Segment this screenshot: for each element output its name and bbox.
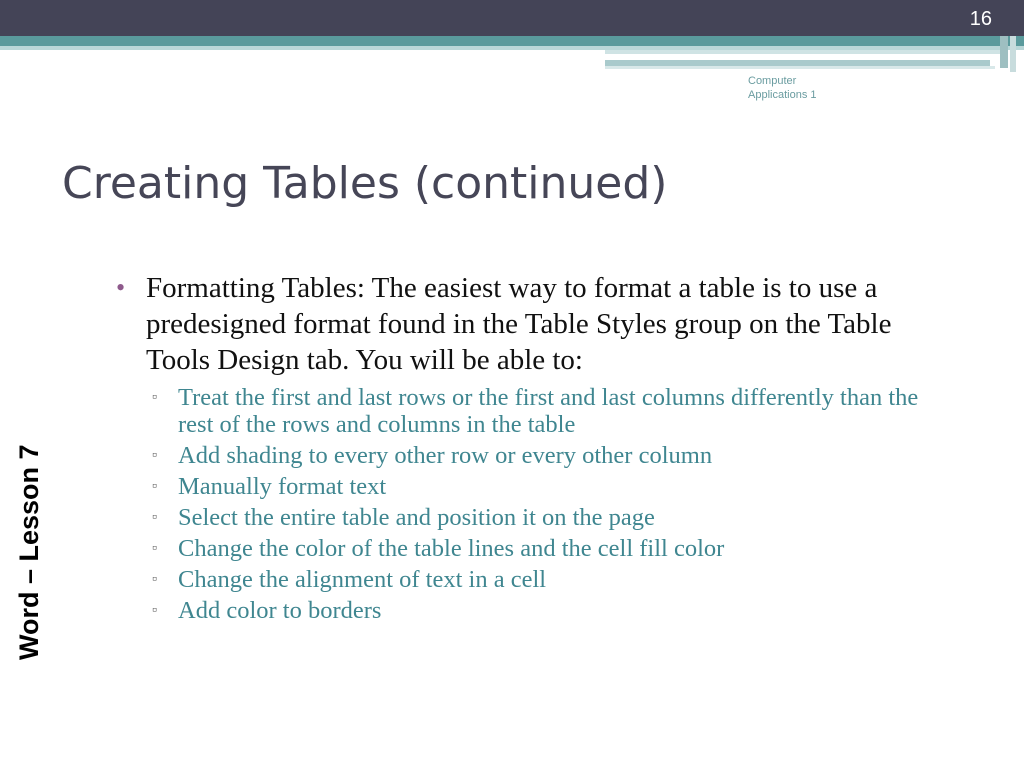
corner-decoration xyxy=(1010,36,1016,72)
main-bullet-text: Formatting Tables: The easiest way to format a table is to use a predesigned format found in the Table Styles group on the Table Tools Design tab. You will be able to: xyxy=(146,272,892,376)
slide-title: Creating Tables (continued) xyxy=(62,158,668,209)
bullet-dot-icon: • xyxy=(116,273,126,302)
square-bullet-icon: ▫ xyxy=(152,448,157,463)
sub-bullet-list xyxy=(112,384,952,624)
list-item xyxy=(112,473,952,500)
list-item xyxy=(112,442,952,469)
square-bullet-icon: ▫ xyxy=(152,603,157,618)
square-bullet-icon: ▫ xyxy=(152,572,157,587)
list-item xyxy=(112,535,952,562)
slide-number: 16 xyxy=(969,8,992,30)
list-item xyxy=(112,597,952,624)
decorative-stripe xyxy=(605,50,1000,54)
square-bullet-icon: ▫ xyxy=(152,510,157,525)
sub-bullet-text: Select the entire table and position it on the page xyxy=(178,504,655,531)
side-lesson-label: Word – Lesson 7 xyxy=(14,444,44,660)
sub-bullet-text: Treat the first and last rows or the first and last columns differently than the rest of the rows and columns in the table xyxy=(178,384,919,438)
list-item xyxy=(112,504,952,531)
list-item xyxy=(112,384,952,438)
corner-decoration xyxy=(1000,36,1008,68)
decorative-stripe xyxy=(605,66,995,69)
list-item xyxy=(112,566,952,593)
top-accent-stripe xyxy=(0,36,1024,46)
sub-bullet-text: Add shading to every other row or every other column xyxy=(178,442,713,469)
main-bullet xyxy=(112,270,952,378)
top-header-bar xyxy=(0,0,1024,36)
sub-bullet-text: Change the color of the table lines and the cell fill color xyxy=(178,535,725,562)
square-bullet-icon: ▫ xyxy=(152,541,157,556)
sub-bullet-text: Add color to borders xyxy=(178,597,382,624)
course-label: Computer Applications 1 xyxy=(748,75,817,101)
square-bullet-icon: ▫ xyxy=(152,479,157,494)
sub-bullet-text: Change the alignment of text in a cell xyxy=(178,566,547,593)
sub-bullet-text: Manually format text xyxy=(178,473,387,500)
slide-content xyxy=(112,270,952,628)
square-bullet-icon: ▫ xyxy=(152,390,157,405)
